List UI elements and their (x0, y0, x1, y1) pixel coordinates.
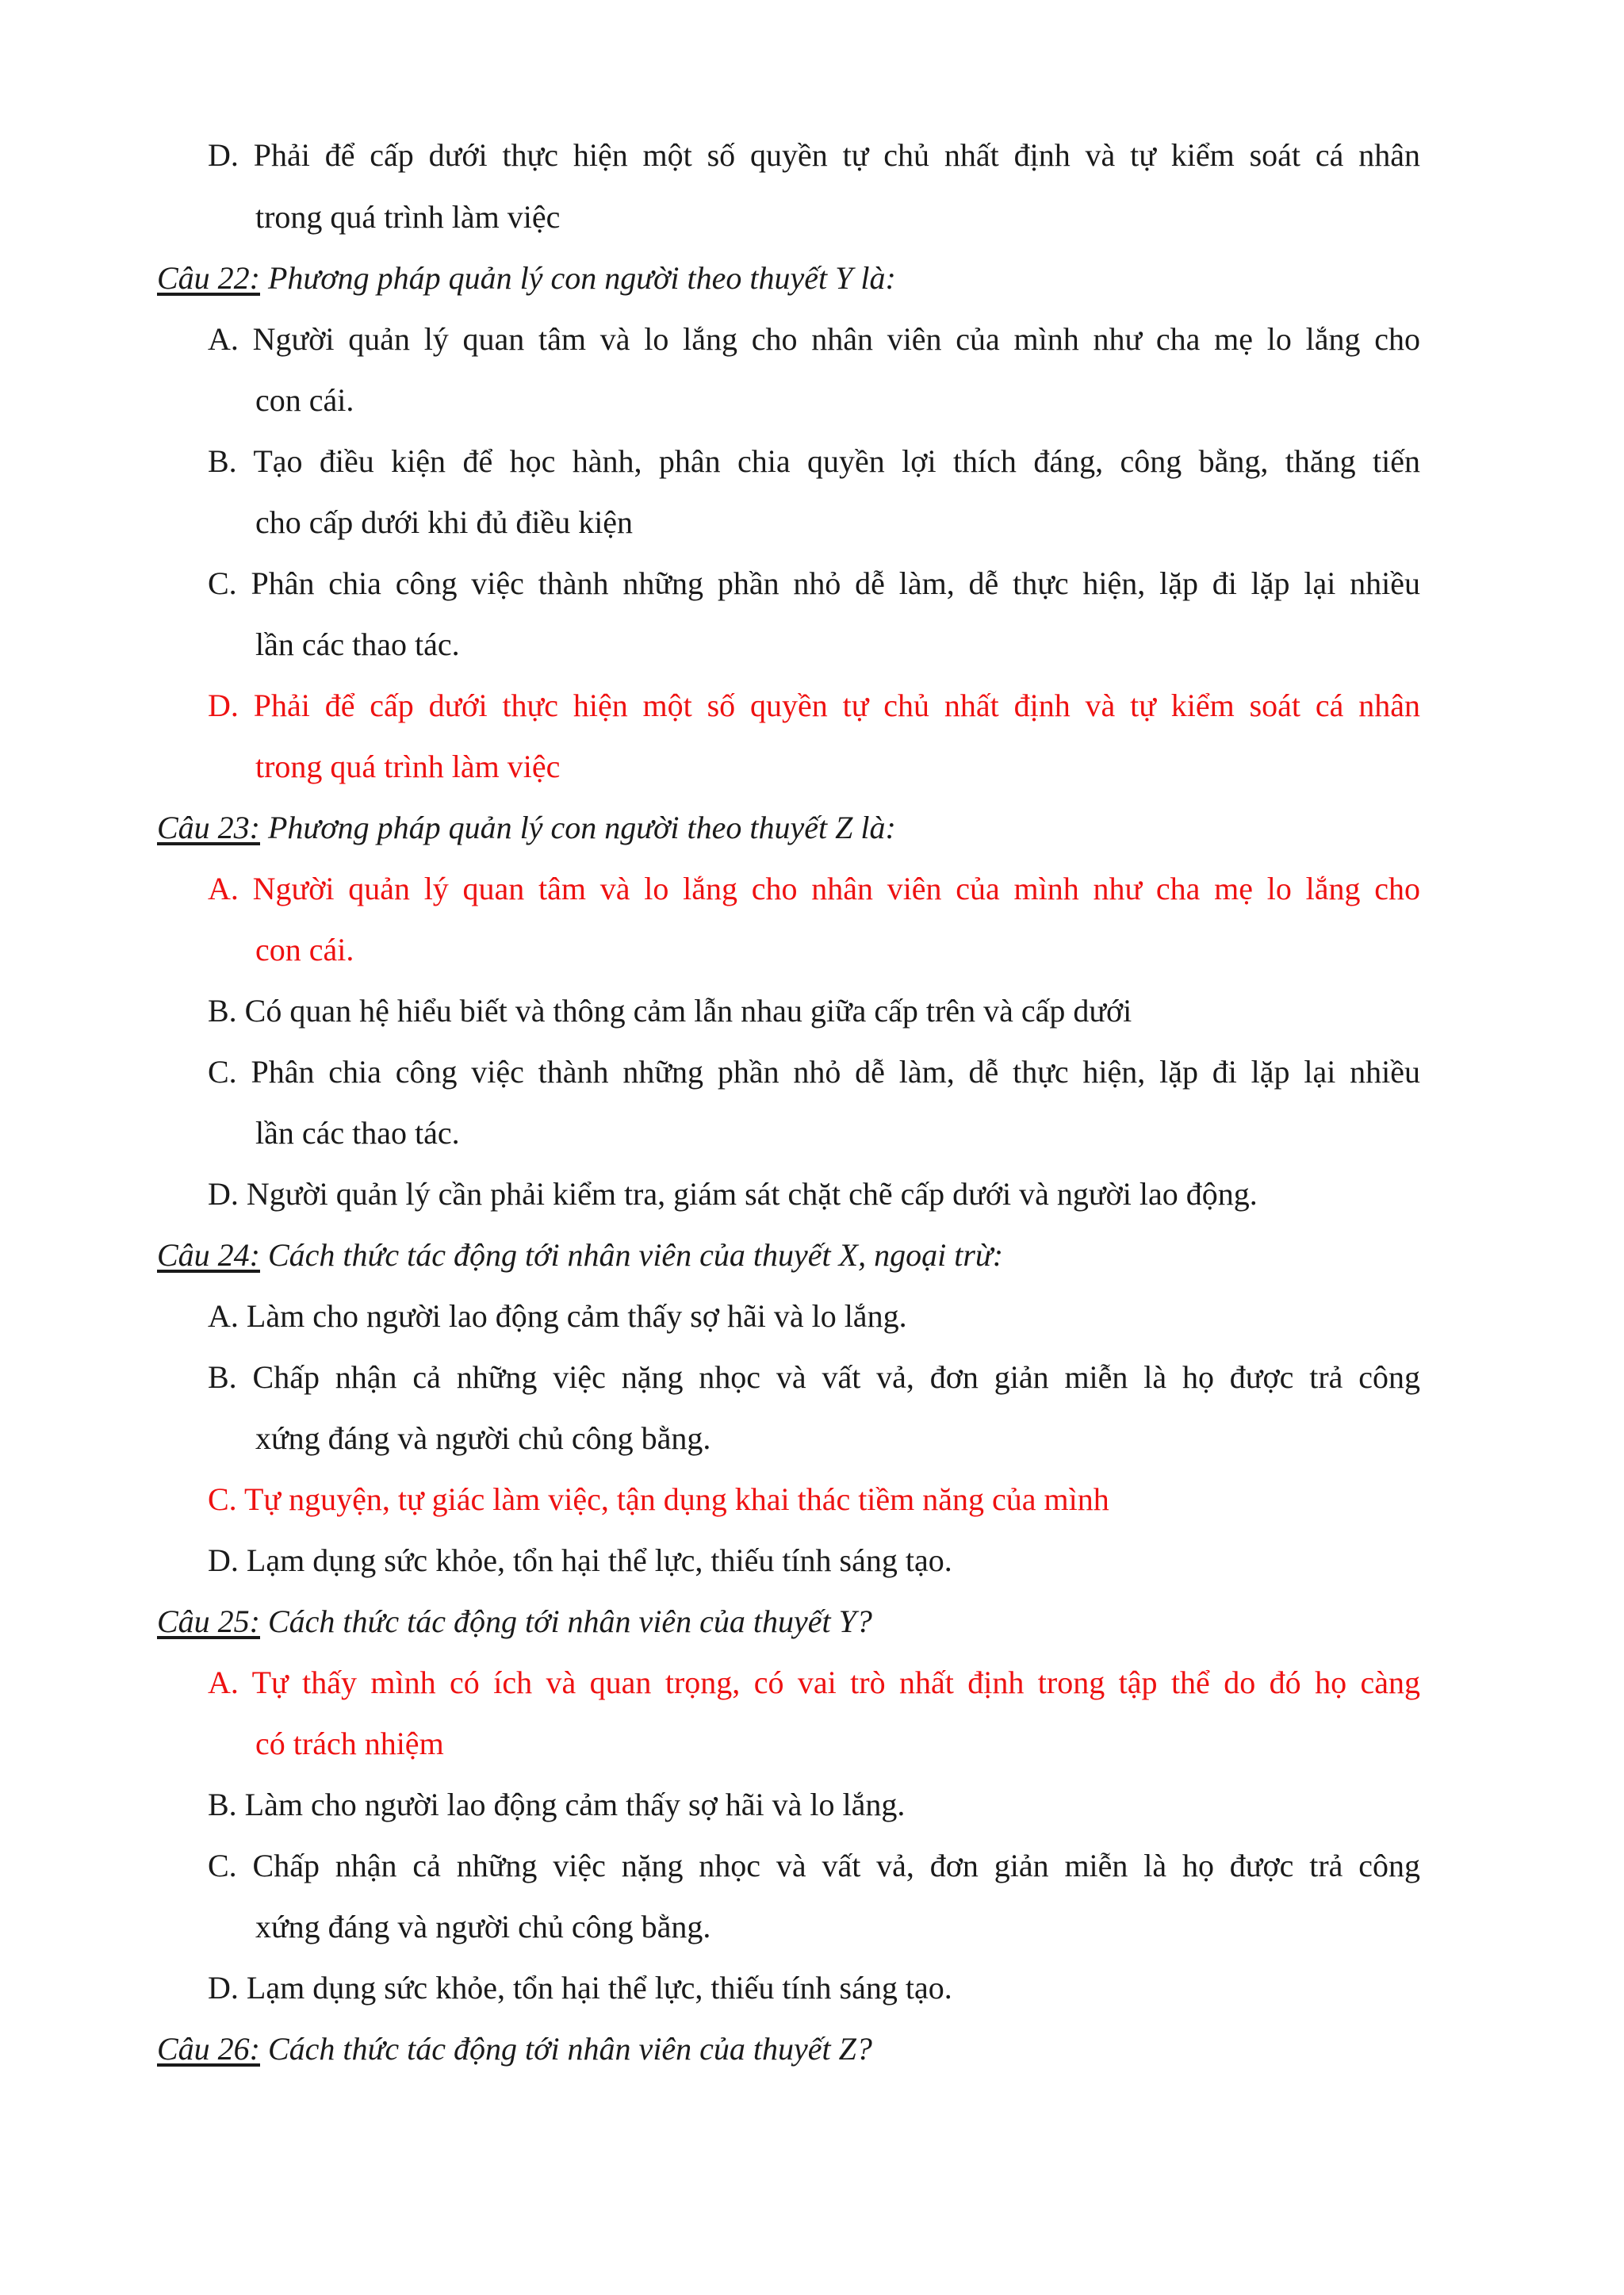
q25-option-b: B. Làm cho người lao động cảm thấy sợ hãi và lo lắng. (208, 1787, 906, 1822)
q22-option-d-correct: D. Phải để cấp dưới thực hiện một số quyền tự chủ nhất định và tự kiểm soát cá nhân (208, 688, 1420, 723)
question-prompt: Cách thức tác động tới nhân viên của thuyết Z? (260, 2031, 872, 2067)
q25-option-d: D. Lạm dụng sức khỏe, tổn hại thể lực, thiếu tính sáng tạo. (208, 1970, 952, 2006)
question-number: Câu 26: (157, 2031, 260, 2067)
q24-option-a: A. Làm cho người lao động cảm thấy sợ hãi và lo lắng. (208, 1298, 907, 1334)
question-prompt: Cách thức tác động tới nhân viên của thuyết X, ngoại trừ: (260, 1237, 1004, 1273)
q23-option-b: B. Có quan hệ hiểu biết và thông cảm lẫn nhau giữa cấp trên và cấp dưới (208, 993, 1132, 1029)
q23-option-a-correct: A. Người quản lý quan tâm và lo lắng cho nhân viên của mình như cha mẹ lo lắng cho (208, 871, 1420, 906)
q25-option-c-continued: xứng đáng và người chủ công bằng. (255, 1909, 711, 1944)
q24-option-b-continued: xứng đáng và người chủ công bằng. (255, 1420, 711, 1456)
question-number: Câu 22: (157, 260, 260, 296)
q23-option-c: C. Phân chia công việc thành những phần nhỏ dễ làm, dễ thực hiện, lặp đi lặp lại nhiều (208, 1054, 1420, 1090)
q23-option-d: D. Người quản lý cần phải kiểm tra, giám sát chặt chẽ cấp dưới và người lao động. (208, 1176, 1258, 1212)
question-25 (157, 1603, 872, 1639)
q23-option-a-correct-continued: con cái. (255, 932, 354, 967)
q25-option-c: C. Chấp nhận cả những việc nặng nhọc và vất vả, đơn giản miễn là họ được trả công (208, 1848, 1420, 1883)
question-23 (157, 812, 896, 844)
question-22 (157, 262, 896, 294)
q23-option-c-continued: lần các thao tác. (255, 1115, 460, 1151)
q22-option-c-continued: lần các thao tác. (255, 626, 460, 662)
q22-option-d-correct-continued: trong quá trình làm việc (255, 749, 561, 784)
question-prompt: Cách thức tác động tới nhân viên của thuyết Y? (260, 1603, 872, 1639)
q25-option-a-correct: A. Tự thấy mình có ích và quan trọng, có vai trò nhất định trong tập thể do đó họ càng (208, 1665, 1420, 1700)
question-prompt: Phương pháp quản lý con người theo thuyết Z là: (260, 810, 896, 845)
question-26 (157, 2033, 872, 2065)
q24-option-b: B. Chấp nhận cả những việc nặng nhọc và vất vả, đơn giản miễn là họ được trả công (208, 1359, 1420, 1395)
q25-option-a-correct-continued: có trách nhiệm (255, 1726, 444, 1761)
question-number: Câu 24: (157, 1237, 260, 1273)
q22-option-a: A. Người quản lý quan tâm và lo lắng cho nhân viên của mình như cha mẹ lo lắng cho (208, 321, 1420, 357)
q22-option-c: C. Phân chia công việc thành những phần nhỏ dễ làm, dễ thực hiện, lặp đi lặp lại nhiều (208, 565, 1420, 601)
q21-option-d: D. Phải để cấp dưới thực hiện một số quyền tự chủ nhất định và tự kiểm soát cá nhân (208, 137, 1420, 173)
q22-option-b-continued: cho cấp dưới khi đủ điều kiện (255, 504, 634, 540)
q21-option-d-continued: trong quá trình làm việc (255, 199, 561, 235)
question-prompt: Phương pháp quản lý con người theo thuyết Y là: (260, 260, 896, 296)
question-24 (157, 1239, 1003, 1271)
question-number: Câu 25: (157, 1603, 260, 1639)
q22-option-a-continued: con cái. (255, 382, 354, 418)
q24-option-d: D. Lạm dụng sức khỏe, tổn hại thể lực, thiếu tính sáng tạo. (208, 1542, 952, 1578)
q24-option-c-correct: C. Tự nguyện, tự giác làm việc, tận dụng khai thác tiềm năng của mình (208, 1481, 1109, 1517)
question-number: Câu 23: (157, 810, 260, 845)
q22-option-b: B. Tạo điều kiện để học hành, phân chia quyền lợi thích đáng, công bằng, thăng tiến (208, 443, 1420, 479)
